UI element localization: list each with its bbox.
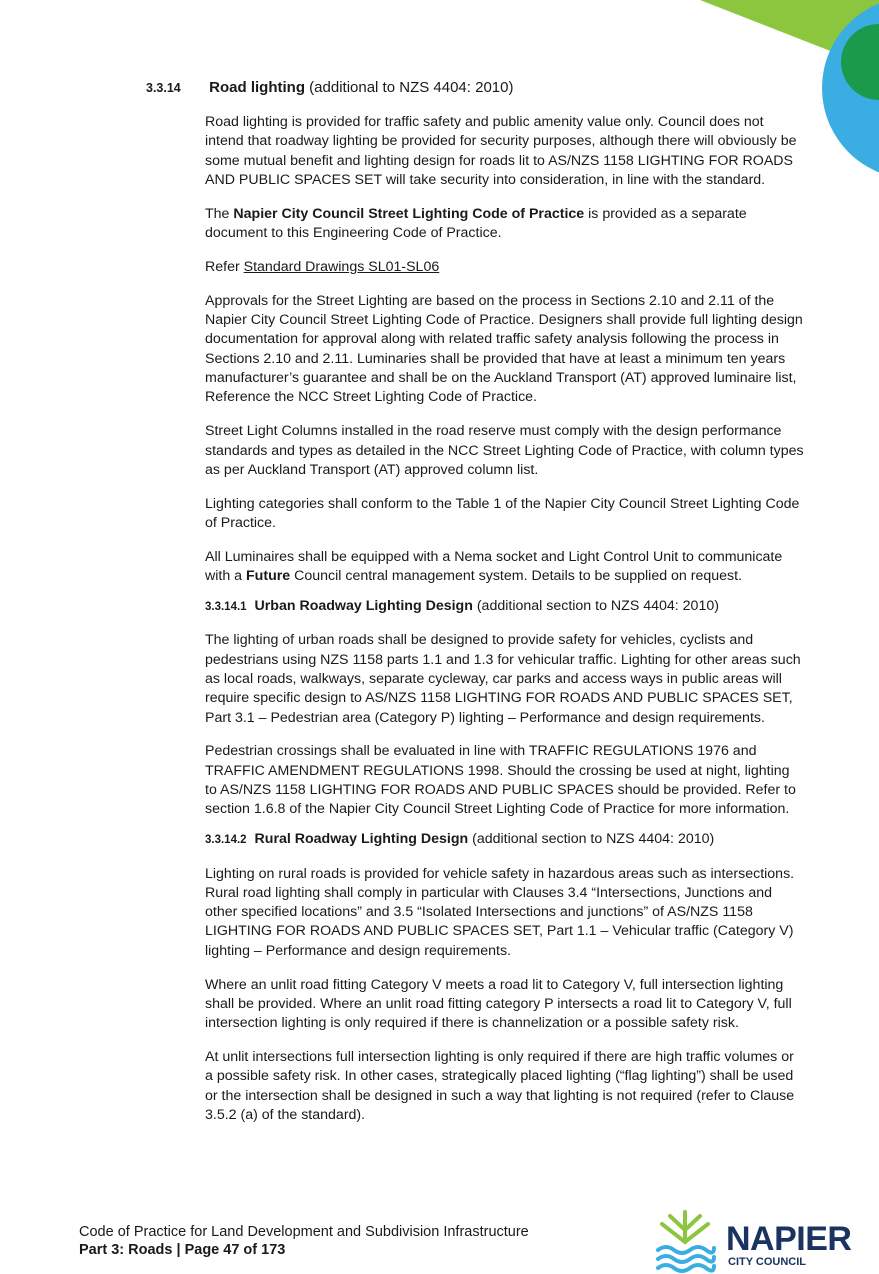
paragraph-pedestrian-crossings: Pedestrian crossings shall be evaluated in line with TRAFFIC REGULATIONS 1976 and TRAFFIC AMENDMENT REGULATIONS 1998. Should the crossing be used at night, lighting to AS/NZS 1158 LIGHTING FOR ROADS AND PUBLIC SPACES should be provided. Refer to section 1.6.8 of the Napier City Council Street Lighting Code of Practice for more information. [205,743,796,818]
subsection-title: Rural Roadway Lighting Design [254,831,469,848]
paragraph-code-of-practice: The Napier City Council Street Lighting Code of Practice is provided as a separate document to this Engineering Code of Practice. [205,205,747,242]
subsection-note: (additional section to NZS 4404: 2010) [472,831,715,848]
logo-name: NAPIER [726,1220,852,1258]
subsection-number: 3.3.14.2 [205,834,247,847]
future-bold: Future [246,568,291,585]
paragraph-unlit-road: Where an unlit road fitting Category V meets a road lit to Category V, full intersection lighting shall be provided. Where an unlit road fitting category P intersects a road lit to Category V, full intersection lighting is only required if there is channelization or a possible safety risk. [205,976,792,1032]
section-title: Road lighting [209,79,305,96]
paragraph-approvals: Approvals for the Street Lighting are based on the process in Sections 2.10 and 2.11 of the Napier City Council Street Lighting Code of Practice. Designers shall provide full lighting design documentation for approval along with related traffic safety analysis following the process in Sections 2.10 and 2.11. Luminaries shall be provided that have at least a minimum ten years manufacturer’s guarantee and shall be on the Auckland Transport (AT) approved luminaire list, Reference the NCC Street Lighting Code of Practice. [205,292,803,406]
section-number: 3.3.14 [146,81,181,95]
logo-emblem-icon [652,1208,718,1274]
code-of-practice-title: Napier City Council Street Lighting Code of Practice [233,205,585,222]
subsection-number: 3.3.14.1 [205,601,247,614]
paragraph-rural-roads: Lighting on rural roads is provided for vehicle safety in hazardous areas such as intersections. Rural road lighting shall comply in particular with Clauses 3.4 “Intersections, Junctions and other specified locations” and 3.5 “Isolated Intersections and junctions” of AS/NZS 1158 LIGHTING FOR ROADS AND PUBLIC SPACES SET, Part 1.1 – Vehicular traffic (Category V) lighting – Performance and design requirements. [205,865,795,959]
paragraph-categories: Lighting categories shall conform to the Table 1 of the Napier City Council Street Lighting Code of Practice. [205,495,800,532]
paragraph-unlit-intersections: At unlit intersections full intersection lighting is only required if there are high traffic volumes or a possible safety risk. In other cases, strategically placed lighting (“flag lighting”) shall be used or the intersection shall be designed in such a way that lighting is not required (refer to Clause 3.5.2 (a) of the standard). [205,1049,795,1123]
subsection-title: Urban Roadway Lighting Design [254,598,473,615]
page-footer [79,1223,529,1259]
section-heading [146,79,513,96]
paragraph-luminaires: All Luminaires shall be equipped with a Nema socket and Light Control Unit to communicate with a Future Council central management system. Details to be supplied on request. [205,548,783,585]
footer-page-info: Part 3: Roads | Page 47 of 173 [79,1242,286,1258]
logo-subtitle: CITY COUNCIL [728,1256,807,1268]
document-body [205,113,805,1140]
section-note: (additional to NZS 4404: 2010) [309,79,514,96]
subsection-heading-urban [205,597,805,617]
paragraph-refer: Refer Standard Drawings SL01-SL06 [205,258,440,275]
paragraph-columns: Street Light Columns installed in the road reserve must comply with the design performance standards and types as detailed in the NCC Street Lighting Code of Practice, with column types as per Auckland Transport (AT) approved column list. [205,423,804,478]
subsection-heading-rural [205,830,805,850]
standard-drawings-link[interactable]: Standard Drawings SL01-SL06 [243,258,440,275]
footer-document-title: Code of Practice for Land Development and Subdivision Infrastructure [79,1224,529,1240]
paragraph-urban-roads: The lighting of urban roads shall be designed to provide safety for vehicles, cyclists and pedestrians using NZS 1158 parts 1.1 and 1.3 for vehicular traffic. Lighting for other areas such as local roads, walkways, separate cycleway, car parks and access ways in public areas will require specific design to AS/NZS 1158 LIGHTING FOR ROADS AND PUBLIC SPACES SET, Part 3.1 – Pedestrian area (Category P) lighting – Performance and design requirements. [205,632,801,726]
subsection-note: (additional section to NZS 4404: 2010) [476,598,719,615]
napier-logo [652,1208,852,1274]
paragraph-purpose: Road lighting is provided for traffic safety and public amenity value only. Council does not intend that roadway lighting be provided for security purposes, although there will obviously be some mutual benefit and lighting design for roads lit to AS/NZS 1158 LIGHTING FOR ROADS AND PUBLIC SPACES SET will take security into consideration, in line with the standard. [205,114,797,188]
